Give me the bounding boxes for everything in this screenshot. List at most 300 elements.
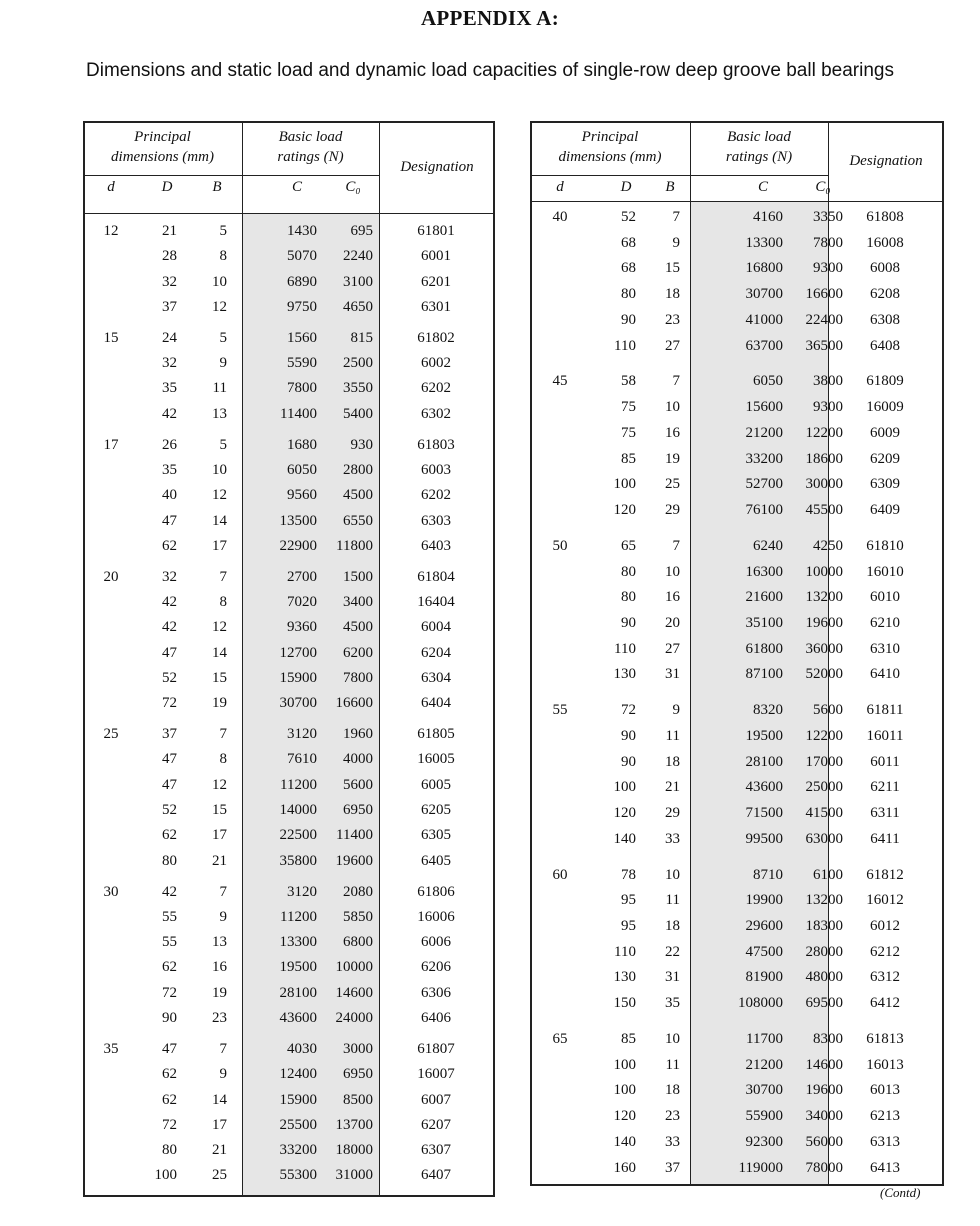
table-row xyxy=(530,774,944,800)
dynamic-load-C: 7800 xyxy=(287,380,317,397)
dynamic-load-C: 29600 xyxy=(745,918,783,934)
width-B: 23 xyxy=(665,311,680,328)
width-B: 8 xyxy=(219,751,227,768)
width-B: 27 xyxy=(665,337,680,354)
bearing-designation: 6405 xyxy=(421,852,451,869)
bearing-designation: 6406 xyxy=(421,1010,451,1026)
width-B: 19 xyxy=(212,695,227,712)
width-B: 13 xyxy=(212,405,227,422)
dynamic-load-C: 41000 xyxy=(745,311,783,328)
width-B: 37 xyxy=(665,1159,680,1176)
static-load-C0: 695 xyxy=(350,223,373,239)
bearing-designation: 6211 xyxy=(870,779,900,796)
outer-diameter-D: 32 xyxy=(162,568,177,585)
outer-diameter-D: 110 xyxy=(614,943,636,960)
table-row xyxy=(530,333,944,359)
width-B: 10 xyxy=(665,866,680,883)
table-row xyxy=(83,218,495,244)
appendix-heading: APPENDIX A: xyxy=(420,6,560,30)
header-rule-groups xyxy=(530,175,828,176)
outer-diameter-D: 160 xyxy=(613,1159,636,1176)
bearing-designation: 16012 xyxy=(866,892,904,909)
bearing-designation: 6308 xyxy=(870,311,900,328)
table-row xyxy=(83,482,495,508)
static-load-C0: 13200 xyxy=(805,589,843,606)
table-row xyxy=(530,281,944,307)
table-row xyxy=(83,325,495,351)
table-row xyxy=(83,269,495,295)
bearing-designation: 6301 xyxy=(421,298,451,315)
bearing-designation: 6004 xyxy=(421,619,451,636)
static-load-C0: 10000 xyxy=(335,959,373,976)
outer-diameter-D: 95 xyxy=(621,892,636,909)
header-basic-line2: ratings (N) xyxy=(725,149,793,165)
dynamic-load-C: 22500 xyxy=(279,827,317,844)
static-load-C0: 36000 xyxy=(805,640,843,657)
width-B: 25 xyxy=(665,476,680,493)
dynamic-load-C: 71500 xyxy=(745,805,783,821)
static-load-C0: 5600 xyxy=(343,776,373,793)
header-principal-line1: Principal xyxy=(134,129,191,145)
static-load-C0: 18600 xyxy=(805,450,843,467)
static-load-C0: 5600 xyxy=(813,702,843,719)
bearing-designation: 6005 xyxy=(421,776,451,793)
table-row xyxy=(83,772,495,798)
table-row xyxy=(83,1005,495,1031)
dynamic-load-C: 4030 xyxy=(287,1040,317,1057)
width-B: 7 xyxy=(672,373,680,390)
bearing-designation: 6205 xyxy=(421,802,451,818)
outer-diameter-D: 100 xyxy=(613,476,636,493)
table-row xyxy=(83,746,495,772)
dynamic-load-C: 4160 xyxy=(753,209,783,225)
dynamic-load-C: 25500 xyxy=(279,1116,317,1133)
width-B: 21 xyxy=(665,779,680,796)
width-B: 12 xyxy=(212,487,227,504)
width-B: 9 xyxy=(672,234,680,251)
outer-diameter-D: 120 xyxy=(613,1108,636,1125)
bearing-designation: 6210 xyxy=(870,614,900,631)
static-load-C0: 3000 xyxy=(343,1040,373,1057)
width-B: 7 xyxy=(672,209,680,225)
table-row xyxy=(83,954,495,980)
bore-diameter-d: 20 xyxy=(103,568,119,585)
table-row xyxy=(83,589,495,615)
outer-diameter-D: 110 xyxy=(614,640,636,657)
width-B: 19 xyxy=(665,450,680,467)
static-load-C0: 5400 xyxy=(343,405,373,422)
width-B: 25 xyxy=(212,1167,227,1184)
table-row xyxy=(530,559,944,585)
static-load-C0: 13200 xyxy=(805,892,843,909)
static-load-C0: 19600 xyxy=(805,1082,843,1099)
bearing-designation: 6013 xyxy=(870,1082,900,1099)
outer-diameter-D: 32 xyxy=(162,273,177,290)
bearing-designation: 16404 xyxy=(417,594,455,610)
table-row xyxy=(83,533,495,559)
outer-diameter-D: 52 xyxy=(621,209,636,225)
width-B: 31 xyxy=(665,969,680,986)
width-B: 15 xyxy=(212,669,227,686)
outer-diameter-D: 62 xyxy=(162,537,177,554)
outer-diameter-D: 47 xyxy=(162,751,177,768)
static-load-C0: 48000 xyxy=(805,969,843,986)
table-row xyxy=(530,749,944,775)
bearing-designation: 6006 xyxy=(421,934,451,951)
width-B: 15 xyxy=(665,260,680,277)
table-row xyxy=(83,564,495,590)
width-B: 7 xyxy=(219,568,227,585)
outer-diameter-D: 80 xyxy=(162,1142,177,1159)
dynamic-load-C: 8320 xyxy=(753,702,783,719)
outer-diameter-D: 62 xyxy=(162,827,177,844)
static-load-C0: 11800 xyxy=(336,537,373,554)
width-B: 11 xyxy=(665,727,680,744)
static-load-C0: 63000 xyxy=(805,830,843,847)
header-basic-line1: Basic load xyxy=(278,129,343,145)
outer-diameter-D: 72 xyxy=(162,984,177,1001)
dynamic-load-C: 21600 xyxy=(745,589,783,606)
outer-diameter-D: 58 xyxy=(621,373,636,390)
dynamic-load-C: 9360 xyxy=(287,619,317,636)
table-row xyxy=(83,457,495,483)
outer-diameter-D: 100 xyxy=(613,1056,636,1073)
outer-diameter-D: 80 xyxy=(621,286,636,303)
static-load-C0: 2500 xyxy=(343,355,373,372)
dynamic-load-C: 12700 xyxy=(279,644,317,661)
table-row xyxy=(83,690,495,716)
width-B: 23 xyxy=(212,1010,227,1026)
bearing-designation: 6213 xyxy=(870,1108,900,1125)
static-load-C0: 14600 xyxy=(805,1056,843,1073)
table-row xyxy=(83,848,495,874)
static-load-C0: 25000 xyxy=(805,779,843,796)
header-basic-line1: Basic load xyxy=(727,129,791,145)
outer-diameter-D: 40 xyxy=(162,487,177,504)
static-load-C0: 6100 xyxy=(813,866,843,883)
width-B: 9 xyxy=(672,702,680,719)
outer-diameter-D: 90 xyxy=(621,753,636,770)
header-C: C xyxy=(291,179,302,195)
table-row xyxy=(530,446,944,472)
dynamic-load-C: 19500 xyxy=(279,959,317,976)
width-B: 23 xyxy=(665,1108,680,1125)
table-row xyxy=(83,508,495,534)
dynamic-load-C: 28100 xyxy=(279,984,317,1001)
static-load-C0: 9300 xyxy=(813,399,843,416)
dynamic-load-C: 76100 xyxy=(745,501,783,518)
static-load-C0: 930 xyxy=(350,436,373,453)
header-C0: C₀ xyxy=(345,179,361,195)
bearing-designation: 16009 xyxy=(866,399,904,416)
outer-diameter-D: 28 xyxy=(162,248,177,265)
bearing-designation: 16013 xyxy=(866,1056,904,1073)
width-B: 31 xyxy=(665,666,680,683)
dynamic-load-C: 30700 xyxy=(745,1082,783,1099)
bore-diameter-d: 25 xyxy=(103,726,119,743)
bearing-designation: 16008 xyxy=(866,234,904,251)
width-B: 12 xyxy=(212,776,227,793)
bearing-designation: 6202 xyxy=(421,380,451,397)
dynamic-load-C: 21200 xyxy=(745,424,783,441)
bearing-designation: 6302 xyxy=(421,405,451,422)
static-load-C0: 16600 xyxy=(805,286,843,303)
bearing-designation: 61807 xyxy=(417,1040,455,1057)
width-B: 15 xyxy=(212,802,227,818)
static-load-C0: 8500 xyxy=(343,1091,373,1108)
width-B: 17 xyxy=(212,1116,227,1133)
outer-diameter-D: 110 xyxy=(614,337,636,354)
dynamic-load-C: 19500 xyxy=(745,727,783,744)
dynamic-load-C: 55300 xyxy=(279,1167,317,1184)
static-load-C0: 7800 xyxy=(343,669,373,686)
table-row xyxy=(83,243,495,269)
table-row xyxy=(83,797,495,823)
width-B: 14 xyxy=(212,512,227,529)
static-load-C0: 30000 xyxy=(805,476,843,493)
outer-diameter-D: 90 xyxy=(162,1010,177,1026)
width-B: 29 xyxy=(665,501,680,518)
width-B: 11 xyxy=(665,1056,680,1073)
bearing-designation: 61808 xyxy=(866,209,904,225)
dynamic-load-C: 87100 xyxy=(745,666,783,683)
table-row xyxy=(530,471,944,497)
dynamic-load-C: 6050 xyxy=(287,461,317,478)
bearing-designation: 16010 xyxy=(866,563,904,580)
width-B: 14 xyxy=(212,644,227,661)
width-B: 17 xyxy=(212,537,227,554)
static-load-C0: 4500 xyxy=(343,487,373,504)
width-B: 5 xyxy=(219,436,227,453)
table-row xyxy=(530,1052,944,1078)
dynamic-load-C: 81900 xyxy=(745,969,783,986)
table-row xyxy=(530,862,944,888)
dynamic-load-C: 3120 xyxy=(287,883,317,900)
bearing-designation: 6413 xyxy=(870,1159,900,1176)
bearing-designation: 6009 xyxy=(870,424,900,441)
bearing-designation: 6001 xyxy=(421,248,451,265)
header-B: B xyxy=(212,179,222,195)
outer-diameter-D: 35 xyxy=(162,461,177,478)
static-load-C0: 4650 xyxy=(343,298,373,315)
bearing-designation: 6309 xyxy=(870,476,900,493)
bearing-designation: 6008 xyxy=(870,260,900,277)
bearing-designation: 6202 xyxy=(421,487,451,504)
outer-diameter-D: 47 xyxy=(162,512,177,529)
width-B: 11 xyxy=(212,380,227,397)
bearing-designation: 6209 xyxy=(870,450,900,467)
bore-diameter-d: 17 xyxy=(103,436,119,453)
dynamic-load-C: 92300 xyxy=(745,1133,783,1150)
dynamic-load-C: 19900 xyxy=(745,892,783,909)
outer-diameter-D: 75 xyxy=(621,424,636,441)
bearing-designation: 61813 xyxy=(866,1031,904,1047)
static-load-C0: 34000 xyxy=(805,1108,843,1125)
bearing-designation: 6403 xyxy=(421,537,451,554)
table-row xyxy=(83,432,495,458)
dynamic-load-C: 15900 xyxy=(279,1091,317,1108)
header-designation: Designation xyxy=(849,153,923,169)
dynamic-load-C: 119000 xyxy=(738,1159,783,1176)
bearing-designation: 6312 xyxy=(870,969,900,986)
dynamic-load-C: 11200 xyxy=(280,908,317,925)
table-caption: Dimensions and static load and dynamic load capacities of single-row deep groove ball bearings xyxy=(86,60,894,81)
table-row xyxy=(530,1155,944,1181)
width-B: 19 xyxy=(212,984,227,1001)
static-load-C0: 45500 xyxy=(805,501,843,518)
dynamic-load-C: 13500 xyxy=(279,512,317,529)
static-load-C0: 12200 xyxy=(805,424,843,441)
bearing-designation: 6002 xyxy=(421,355,451,372)
width-B: 5 xyxy=(219,329,227,346)
outer-diameter-D: 62 xyxy=(162,1066,177,1083)
dynamic-load-C: 1560 xyxy=(287,329,317,346)
dynamic-load-C: 33200 xyxy=(745,450,783,467)
header-principal-dimensions xyxy=(530,127,690,167)
dynamic-load-C: 99500 xyxy=(745,830,783,847)
static-load-C0: 69500 xyxy=(805,995,843,1012)
outer-diameter-D: 52 xyxy=(162,802,177,818)
static-load-C0: 78000 xyxy=(805,1159,843,1176)
outer-diameter-D: 120 xyxy=(613,805,636,821)
static-load-C0: 41500 xyxy=(805,805,843,821)
dynamic-load-C: 7610 xyxy=(287,751,317,768)
table-row xyxy=(530,800,944,826)
table-row xyxy=(530,230,944,256)
dynamic-load-C: 9560 xyxy=(287,487,317,504)
bearing-designation: 6204 xyxy=(421,644,451,661)
outer-diameter-D: 140 xyxy=(613,830,636,847)
bearing-designation: 61804 xyxy=(417,568,455,585)
outer-diameter-D: 80 xyxy=(162,852,177,869)
width-B: 10 xyxy=(212,273,227,290)
continued-note: (Contd) xyxy=(880,1185,921,1200)
table-row xyxy=(530,368,944,394)
width-B: 9 xyxy=(219,908,227,925)
dynamic-load-C: 55900 xyxy=(745,1108,783,1125)
static-load-C0: 4000 xyxy=(343,751,373,768)
static-load-C0: 3550 xyxy=(343,380,373,397)
table-row xyxy=(530,723,944,749)
static-load-C0: 18000 xyxy=(335,1142,373,1159)
table-row xyxy=(83,1137,495,1163)
dynamic-load-C: 7020 xyxy=(287,594,317,610)
static-load-C0: 56000 xyxy=(805,1133,843,1150)
static-load-C0: 1960 xyxy=(343,726,373,743)
static-load-C0: 2800 xyxy=(343,461,373,478)
table-row xyxy=(530,939,944,965)
static-load-C0: 10000 xyxy=(805,563,843,580)
outer-diameter-D: 85 xyxy=(621,1031,636,1047)
dynamic-load-C: 52700 xyxy=(745,476,783,493)
bearing-designation: 61806 xyxy=(417,883,455,900)
table-row xyxy=(83,614,495,640)
bearing-designation: 61805 xyxy=(417,726,455,743)
bearing-designation: 16007 xyxy=(417,1066,455,1083)
dynamic-load-C: 9750 xyxy=(287,298,317,315)
width-B: 18 xyxy=(665,918,680,934)
header-B: B xyxy=(665,179,675,195)
static-load-C0: 1500 xyxy=(343,568,373,585)
outer-diameter-D: 78 xyxy=(621,866,636,883)
static-load-C0: 3400 xyxy=(343,594,373,610)
width-B: 35 xyxy=(665,995,680,1012)
width-B: 27 xyxy=(665,640,680,657)
table-row xyxy=(83,375,495,401)
dynamic-load-C: 33200 xyxy=(279,1142,317,1159)
dynamic-load-C: 14000 xyxy=(279,802,317,818)
bore-diameter-d: 65 xyxy=(552,1031,568,1047)
outer-diameter-D: 90 xyxy=(621,727,636,744)
table-row xyxy=(530,1077,944,1103)
table-row xyxy=(530,697,944,723)
bearing-designation: 16005 xyxy=(417,751,455,768)
dynamic-load-C: 30700 xyxy=(745,286,783,303)
table-row xyxy=(530,887,944,913)
dynamic-load-C: 63700 xyxy=(745,337,783,354)
table-row xyxy=(530,1129,944,1155)
dynamic-load-C: 28100 xyxy=(745,753,783,770)
table-row xyxy=(530,610,944,636)
outer-diameter-D: 80 xyxy=(621,563,636,580)
outer-diameter-D: 21 xyxy=(162,223,177,239)
width-B: 12 xyxy=(212,619,227,636)
bearing-designation: 6310 xyxy=(870,640,900,657)
outer-diameter-D: 62 xyxy=(162,959,177,976)
outer-diameter-D: 68 xyxy=(621,260,636,277)
bore-diameter-d: 30 xyxy=(103,883,119,900)
table-row xyxy=(530,913,944,939)
bearing-designation: 16006 xyxy=(417,908,455,925)
width-B: 16 xyxy=(665,424,680,441)
dynamic-load-C: 13300 xyxy=(745,234,783,251)
static-load-C0: 22400 xyxy=(805,311,843,328)
table-row xyxy=(83,294,495,320)
bearing-designation: 6303 xyxy=(421,512,451,529)
table-row xyxy=(530,497,944,523)
outer-diameter-D: 100 xyxy=(613,1082,636,1099)
outer-diameter-D: 90 xyxy=(621,311,636,328)
table-row xyxy=(530,1103,944,1129)
table-row xyxy=(83,879,495,905)
table-row xyxy=(530,307,944,333)
width-B: 18 xyxy=(665,286,680,303)
bore-diameter-d: 35 xyxy=(103,1040,119,1057)
width-B: 10 xyxy=(665,563,680,580)
table-row xyxy=(83,980,495,1006)
static-load-C0: 6950 xyxy=(343,802,373,818)
static-load-C0: 6800 xyxy=(343,934,373,951)
table-row xyxy=(83,721,495,747)
header-C0: C₀ xyxy=(815,179,831,195)
static-load-C0: 7800 xyxy=(813,234,843,251)
header-basic-load-ratings xyxy=(242,127,379,167)
static-load-C0: 4500 xyxy=(343,619,373,636)
bearing-designation: 6311 xyxy=(870,805,900,821)
dynamic-load-C: 43600 xyxy=(745,779,783,796)
bearing-designation: 6207 xyxy=(421,1116,451,1133)
width-B: 18 xyxy=(665,753,680,770)
width-B: 8 xyxy=(219,594,227,610)
header-rule-bottom xyxy=(83,213,495,214)
dynamic-load-C: 61800 xyxy=(745,640,783,657)
table-row xyxy=(83,822,495,848)
outer-diameter-D: 47 xyxy=(162,644,177,661)
bearing-designation: 6007 xyxy=(421,1091,451,1108)
table-row xyxy=(530,394,944,420)
outer-diameter-D: 42 xyxy=(162,619,177,636)
table-row xyxy=(83,1162,495,1188)
